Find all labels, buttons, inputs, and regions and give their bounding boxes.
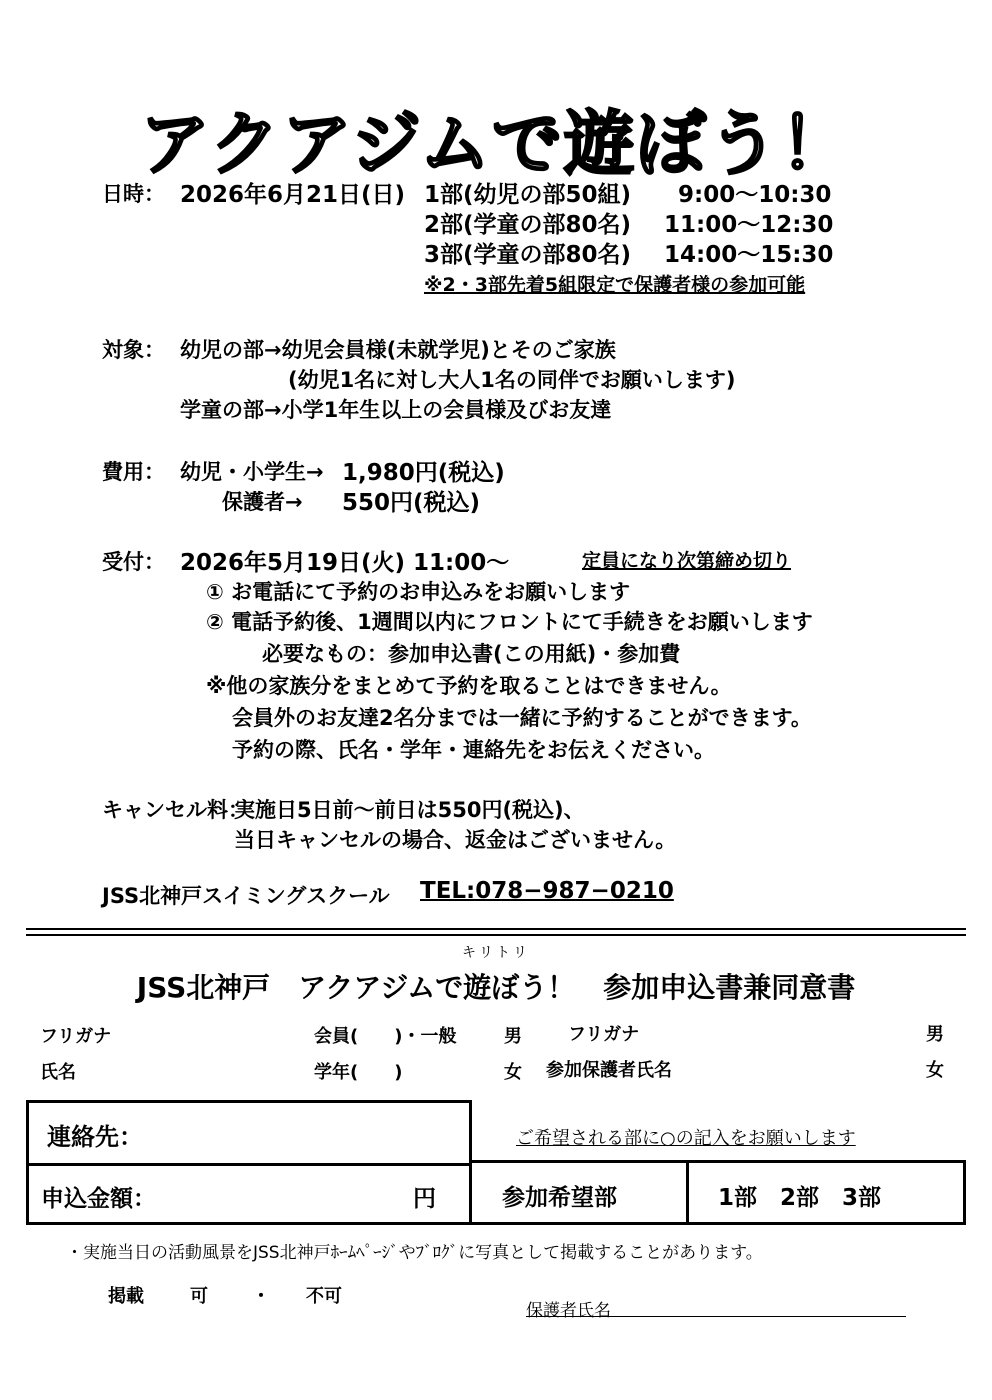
school-name: JSS北神戸スイミングスクール [102, 884, 390, 908]
session-2-time: 11:00〜12:30 [664, 212, 834, 238]
guardian-male-option: 男 [926, 1024, 944, 1045]
contact-box[interactable] [26, 1100, 472, 1166]
photo-consent-note: ・実施当日の活動風景をJSS北神戸ﾎｰﾑﾍﾟｰｼﾞやﾌﾞﾛｸﾞに写真として掲載することがあります。 [66, 1243, 763, 1263]
session-3-name: 3部(学童の部80名) [424, 242, 632, 268]
target-line-1: 幼児の部→幼児会員様(未就学児)とそのご家族 [180, 338, 616, 362]
cut-line-bottom [26, 934, 966, 936]
cut-line-top [26, 928, 966, 930]
phone-number: TEL:078−987−0210 [420, 878, 674, 904]
furigana-label: フリガナ [40, 1026, 112, 1047]
female-option: 女 [504, 1062, 522, 1083]
hope-note: ご希望される部に○の記入をお願いします [516, 1128, 856, 1149]
reception-step-1: ① お電話にて予約のお申込みをお願いします [206, 580, 631, 604]
fee-label: 費用： [102, 460, 165, 484]
publish-separator: ・ [252, 1286, 270, 1307]
yen-label: 円 [413, 1186, 436, 1212]
fee-guardian-label: 保護者→ [222, 490, 303, 514]
event-date: 2026年6月21日(日) [180, 182, 406, 208]
guardian-furigana-label: フリガナ [568, 1024, 640, 1045]
publish-label: 掲載 [108, 1286, 144, 1307]
hope-box[interactable] [469, 1160, 966, 1225]
fee-child-label: 幼児・小学生→ [180, 460, 324, 484]
session-2-name: 2部(学童の部80名) [424, 212, 632, 238]
session-1-time: 9:00〜10:30 [678, 182, 832, 208]
amount-box[interactable] [26, 1163, 472, 1225]
guardian-sign-line[interactable] [526, 1316, 906, 1317]
cancel-line-2: 当日キャンセルの場合、返金はございません。 [234, 828, 677, 852]
page-title: アクアジムで遊ぼう！ [139, 103, 853, 185]
guardian-female-option: 女 [926, 1060, 944, 1081]
target-line-2: (幼児1名に対し大人1名の同伴でお願いします) [288, 368, 736, 392]
form-title: JSS北神戸 アクアジムで遊ぼう！ 参加申込書兼同意書 [136, 971, 856, 1004]
capacity-note: 定員になり次第締め切り [582, 550, 792, 572]
cut-label: キリトリ [462, 945, 530, 961]
guardian-sign-label: 保護者氏名 [526, 1301, 611, 1321]
target-line-3: 学童の部→小学1年生以上の会員様及びお友達 [180, 398, 612, 422]
publish-ng[interactable]: 不可 [306, 1286, 342, 1307]
contact-label: 連絡先： [47, 1123, 143, 1151]
reception-step-2: ② 電話予約後、1週間以内にフロントにて手続きをお願いします [206, 610, 813, 634]
datetime-label: 日時： [102, 182, 165, 206]
name-label: 氏名 [40, 1062, 76, 1083]
member-type: 会員( )・一般 [314, 1026, 457, 1047]
parts-options[interactable]: 1部 2部 3部 [718, 1185, 882, 1211]
guardian-name-label: 参加保護者氏名 [546, 1060, 672, 1081]
fee-child-value: 1,980円(税込) [342, 460, 505, 486]
grade-field: 学年( ) [314, 1062, 403, 1083]
fee-guardian-value: 550円(税込) [342, 490, 481, 516]
reception-warning-3: 予約の際、氏名・学年・連絡先をお伝えください。 [232, 738, 715, 762]
cancel-line-1: 実施日5日前〜前日は550円(税込)、 [234, 798, 585, 822]
target-label: 対象： [102, 338, 165, 362]
male-option: 男 [504, 1026, 522, 1047]
amount-label: 申込金額： [41, 1186, 156, 1212]
session-1-name: 1部(幼児の部50組) [424, 182, 632, 208]
session-3-time: 14:00〜15:30 [664, 242, 834, 268]
required-items: 必要なもの：参加申込書(この用紙)・参加費 [262, 642, 681, 666]
guardian-note: ※2・3部先着5組限定で保護者様の参加可能 [424, 274, 806, 296]
reception-warning-1: ※他の家族分をまとめて予約を取ることはできません。 [206, 674, 732, 698]
reception-datetime: 2026年5月19日(火) 11:00〜 [180, 550, 510, 576]
hope-divider [686, 1163, 689, 1222]
cancel-label: キャンセル料： [102, 798, 249, 822]
reception-label: 受付： [102, 550, 165, 574]
reception-warning-2: 会員外のお友達2名分までは一緒に予約することができます。 [232, 706, 812, 730]
publish-ok[interactable]: 可 [190, 1286, 208, 1307]
hope-label: 参加希望部 [502, 1185, 617, 1211]
